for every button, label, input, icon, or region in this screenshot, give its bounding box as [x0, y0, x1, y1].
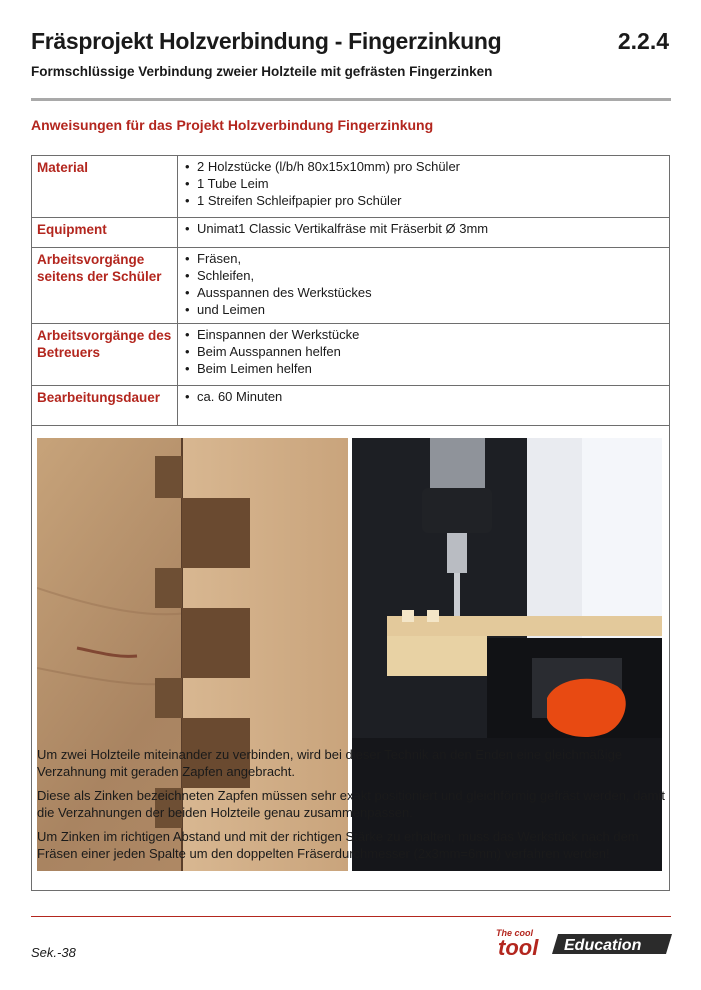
list-item: • 2 Holzstücke (l/b/h 80x15x10mm) pro Schüler	[185, 158, 460, 175]
logo-brand-text: tool	[498, 935, 539, 959]
logo-small-text: The cool	[496, 928, 534, 938]
paragraph: Diese als Zinken bezeichneten Zapfen müssen sehr exakt positioniert und gleichförmig gefräst werden, damit die Verzahnungen der beiden Holzteile genau zusammenpassen.	[37, 788, 665, 820]
logo-education-text: Education	[564, 937, 642, 954]
page-subtitle: Formschlüssige Verbindung zweier Holzteile mit gefrästen Fingerzinken	[31, 64, 493, 79]
row-items	[185, 220, 488, 237]
list-item: • Fräsen,	[185, 250, 372, 267]
row-label: Equipment	[37, 222, 107, 237]
paragraph: Um zwei Holzteile miteinander zu verbinden, wird bei dieser Technik an den Enden eine gleichmäßige Verzahnung mit geraden Zapfen angebracht.	[37, 747, 623, 779]
row-items	[185, 388, 282, 405]
list-item: • 1 Streifen Schleifpapier pro Schüler	[185, 192, 460, 209]
list-item: • Unimat1 Classic Vertikalfräse mit Fräserbit Ø 3mm	[185, 220, 488, 237]
row-items	[185, 158, 460, 209]
table-row-student-tasks	[32, 248, 669, 324]
list-item: • Ausspannen des Werkstückes	[185, 284, 372, 301]
list-item: • und Leimen	[185, 301, 372, 318]
list-item: • Schleifen,	[185, 267, 372, 284]
paragraph: Um Zinken im richtigen Abstand und mit der richtigen Stärke zu erhalten, muss das Werkstück nach dem Fräsen einer jeden Spalte um den doppelten Fräserdurchmesser (2x3mm=6mm) verfahren werden!	[37, 829, 639, 861]
list-item: • Beim Leimen helfen	[185, 360, 359, 377]
row-items	[185, 250, 372, 318]
list-item: • ca. 60 Minuten	[185, 388, 282, 405]
table-row-supervisor-tasks	[32, 324, 669, 386]
table-row-equipment	[32, 218, 669, 248]
instructions-heading: Anweisungen für das Projekt Holzverbindung Fingerzinkung	[31, 117, 434, 133]
table-row-material	[32, 156, 669, 218]
list-item: • Beim Ausspannen helfen	[185, 343, 359, 360]
row-label: Arbeitsvorgänge seitens der Schüler	[37, 252, 162, 284]
cool-tool-education-logo	[494, 925, 672, 959]
header-divider	[31, 98, 671, 101]
list-item: • Einspannen der Werkstücke	[185, 326, 359, 343]
row-label: Arbeitsvorgänge des Betreuers	[37, 328, 172, 360]
description-text	[37, 746, 665, 869]
row-label: Material	[37, 160, 89, 175]
list-item: • 1 Tube Leim	[185, 175, 460, 192]
page-title: Fräsprojekt Holzverbindung - Fingerzinkung	[31, 28, 502, 54]
page-label: Sek.-38	[31, 945, 76, 960]
row-label: Bearbeitungsdauer	[37, 390, 161, 405]
project-table	[31, 155, 670, 891]
footer-divider	[31, 916, 671, 917]
table-row-duration	[32, 386, 669, 426]
section-number: 2.2.4	[617, 28, 669, 54]
row-items	[185, 326, 359, 377]
